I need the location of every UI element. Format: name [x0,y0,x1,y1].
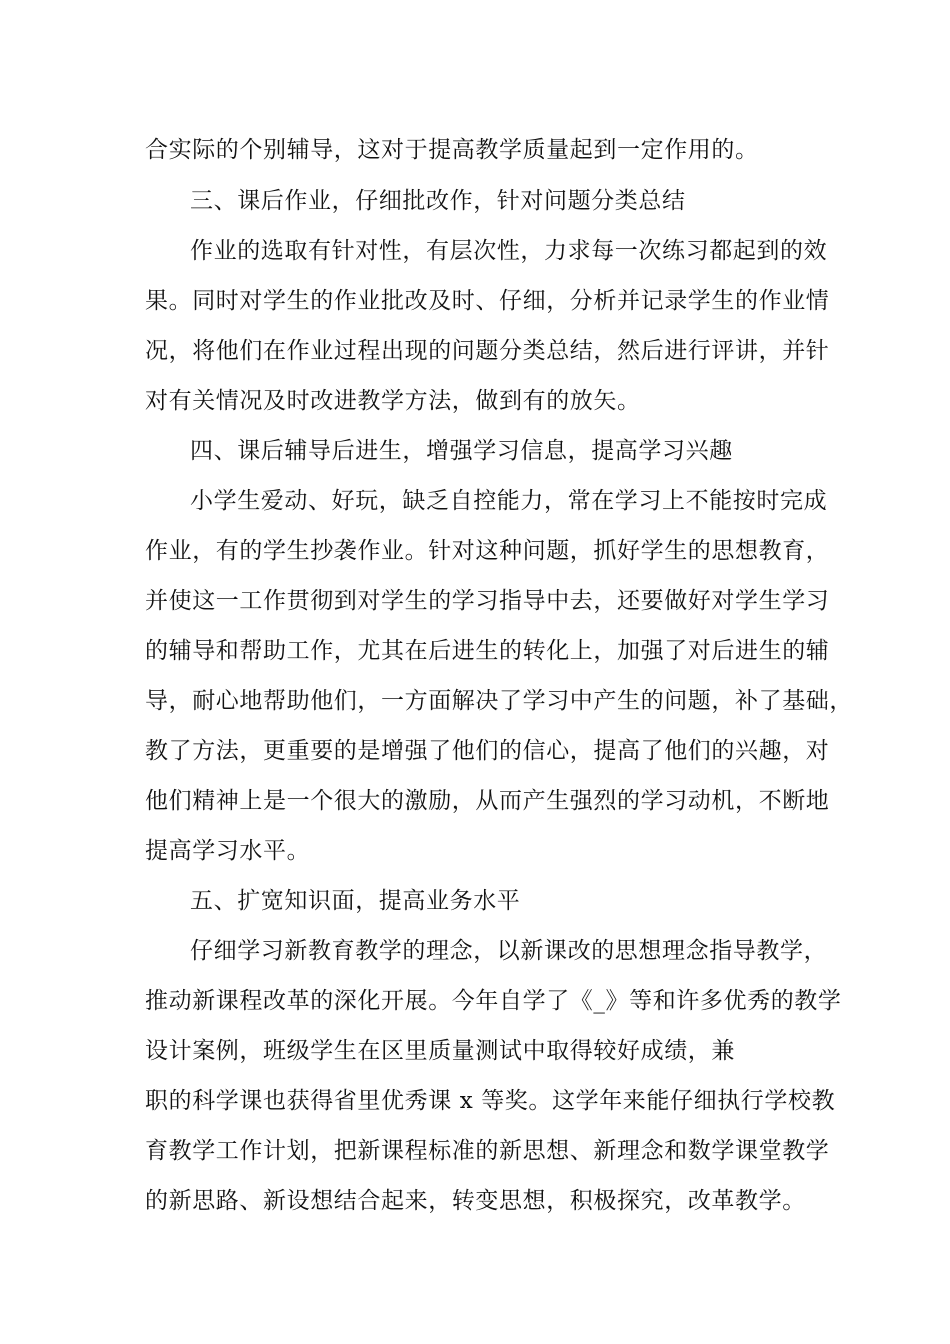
text-line: 职的科学课也获得省里优秀课 x 等奖。这学年来能仔细执行学校教 [145,1088,836,1114]
section-heading-4: 四、课后辅导后进生，增强学习信息，提高学习兴趣 [190,438,733,464]
text-line: 育教学工作计划，把新课程标准的新思想、新理念和数学课堂教学 [145,1138,830,1164]
text-line: 教了方法，更重要的是增强了他们的信心，提高了他们的兴趣，对 [145,738,830,764]
text-line: 的辅导和帮助工作，尤其在后进生的转化上，加强了对后进生的辅 [145,638,830,664]
text-line: 他们精神上是一个很大的激励，从而产生强烈的学习动机，不断地 [145,788,830,814]
text-line: 作业，有的学生抄袭作业。针对这种问题，抓好学生的思想教育， [145,538,830,564]
text-line: 推动新课程改革的深化开展。今年自学了《_》等和许多优秀的教学 [145,988,842,1014]
text-line: 提高学习水平。 [145,838,311,864]
text-line: 果。同时对学生的作业批改及时、仔细，分析并记录学生的作业情 [145,288,830,314]
text-line: 并使这一工作贯彻到对学生的学习指导中去，还要做好对学生学习 [145,588,830,614]
section-heading-5: 五、扩宽知识面，提高业务水平 [190,888,521,914]
text-line: 导，耐心地帮助他们，一方面解决了学习中产生的问题，补了基础， [145,688,853,714]
section-heading-3: 三、课后作业，仔细批改作，针对问题分类总结 [190,188,686,214]
text-line: 对有关情况及时改进教学方法，做到有的放矢。 [145,388,641,414]
text-line: 合实际的个别辅导，这对于提高教学质量起到一定作用的。 [145,137,759,163]
text-line: 况，将他们在作业过程出现的问题分类总结，然后进行评讲，并针 [145,338,830,364]
text-line: 作业的选取有针对性，有层次性，力求每一次练习都起到的效 [190,238,828,264]
text-line: 小学生爱动、好玩，缺乏自控能力，常在学习上不能按时完成 [190,488,828,514]
text-line: 的新思路、新设想结合起来，转变思想，积极探究，改革教学。 [145,1188,806,1214]
text-line: 设计案例，班级学生在区里质量测试中取得较好成绩，兼 [145,1038,735,1064]
text-line: 仔细学习新教育教学的理念，以新课改的思想理念指导教学， [190,938,828,964]
